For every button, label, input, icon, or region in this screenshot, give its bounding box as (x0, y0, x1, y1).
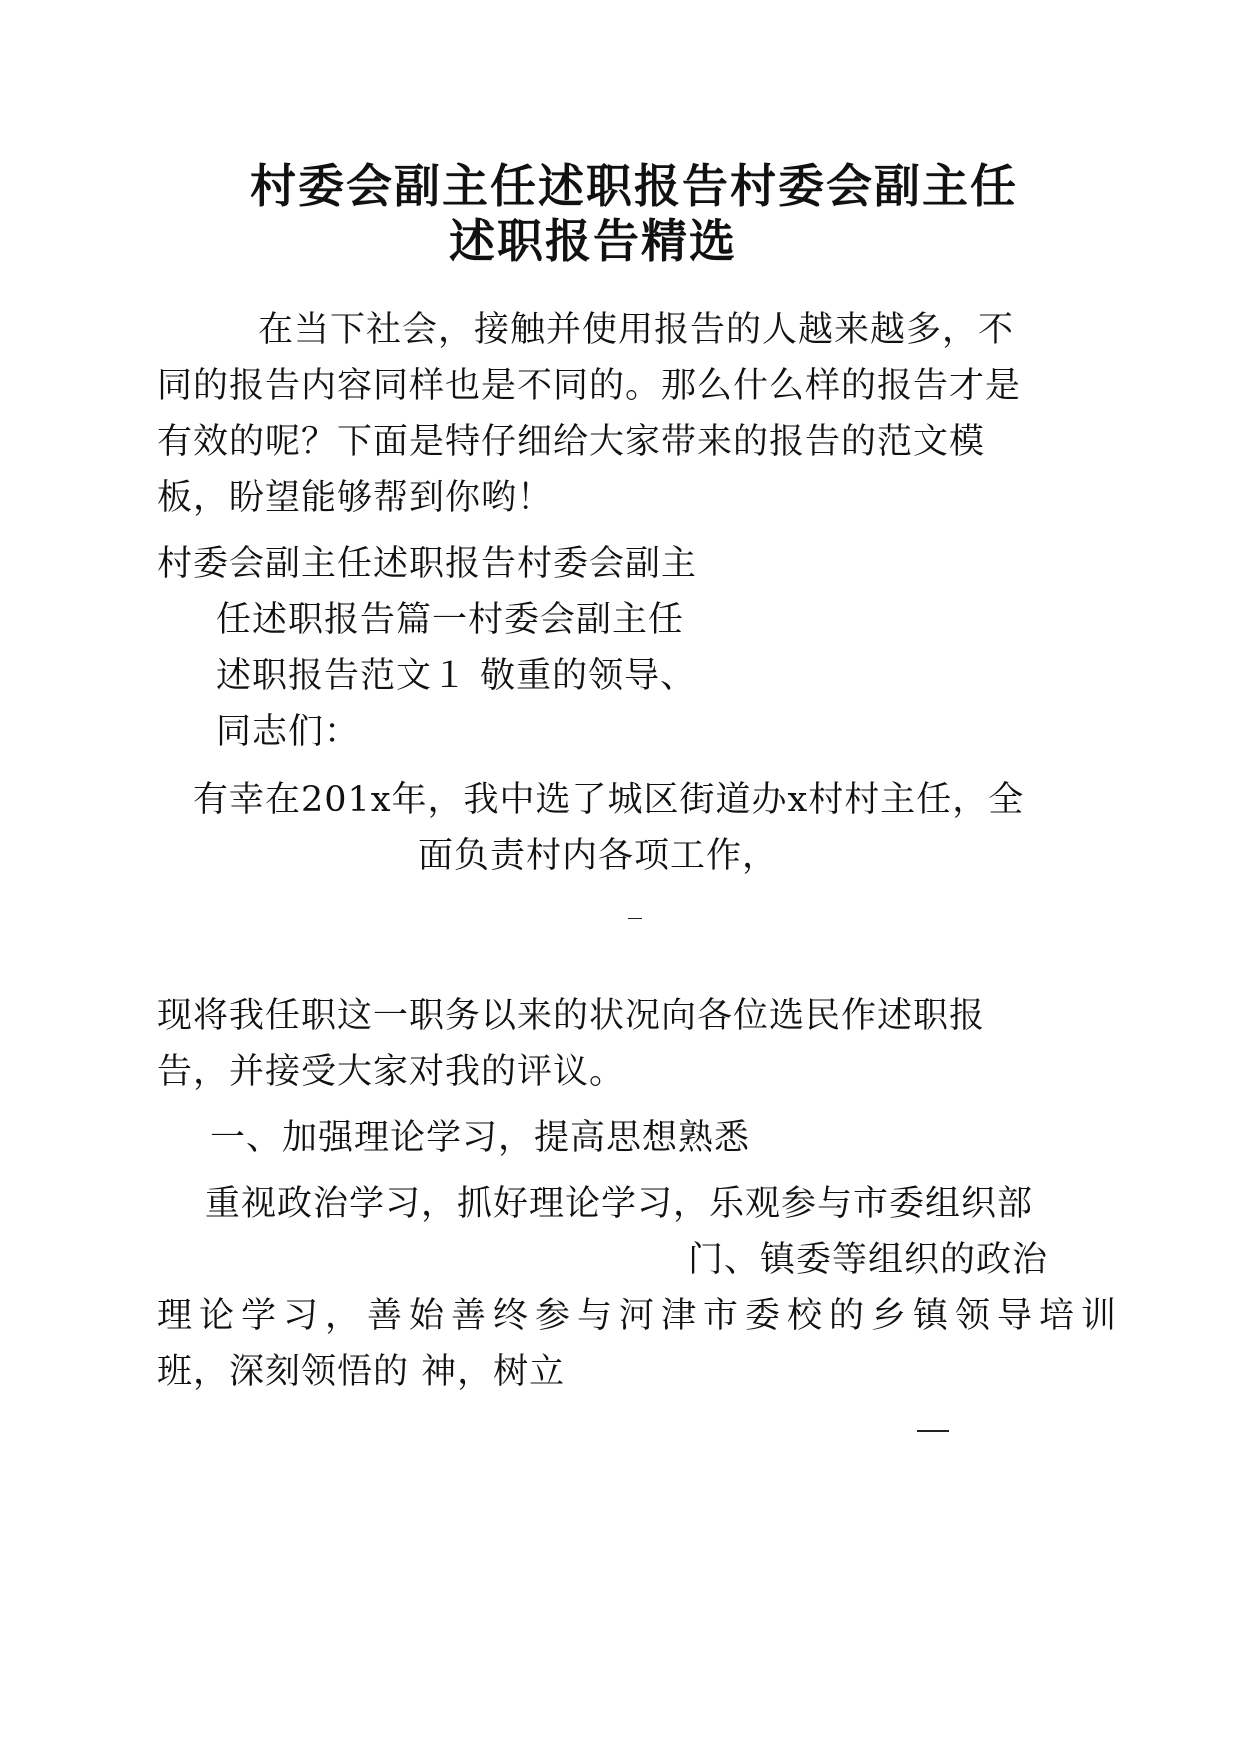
intro-line-1: 在当下社会，接触并使用报告的人越来越多，不 (258, 310, 1015, 350)
body-p1-line-1: 有幸在201x年，我中选了城区街道办x村村主任，全 (193, 780, 1025, 820)
document-title-line-2: 述职报告精选 (449, 214, 737, 268)
intro-line-3: 有效的呢？下面是特仔细给大家带来的报告的范文模 (157, 422, 986, 462)
body-p2-line-2: 告，并接受大家对我的评议。 (157, 1052, 626, 1092)
heading-line-3: 述职报告范文１ 敬重的领导、 (216, 656, 697, 696)
body-p3-line-1: 重视政治学习，抓好理论学习，乐观参与市委组织部 (205, 1184, 1034, 1224)
heading-line-4: 同志们： (216, 712, 361, 752)
heading-line-2: 任述职报告篇一村委会副主任 (216, 600, 685, 640)
document-title-line-1: 村委会副主任述职报告村委会副主任 (250, 159, 1018, 213)
page-end-mark (917, 1430, 949, 1432)
intro-line-2: 同的报告内容同样也是不同的。那么什么样的报告才是 (157, 366, 1022, 406)
body-p3-line-4: 班，深刻领悟的 神，树立 (157, 1352, 566, 1392)
section-heading-1: 一、加强理论学习，提高思想熟悉 (210, 1118, 751, 1158)
intro-line-4: 板，盼望能够帮到你哟！ (157, 478, 554, 518)
page-separator-mark (628, 918, 642, 919)
body-p3-line-2: 门、镇委等组织的政治 (688, 1240, 1049, 1280)
body-p1-line-2: 面负责村内各项工作， (418, 836, 779, 876)
body-p2-line-1: 现将我任职这一职务以来的状况向各位选民作述职报 (157, 996, 986, 1036)
body-p3-line-3: 理论学习，善始善终参与河津市委校的乡镇领导培训 (157, 1296, 1124, 1336)
heading-line-1: 村委会副主任述职报告村委会副主 (157, 544, 698, 584)
